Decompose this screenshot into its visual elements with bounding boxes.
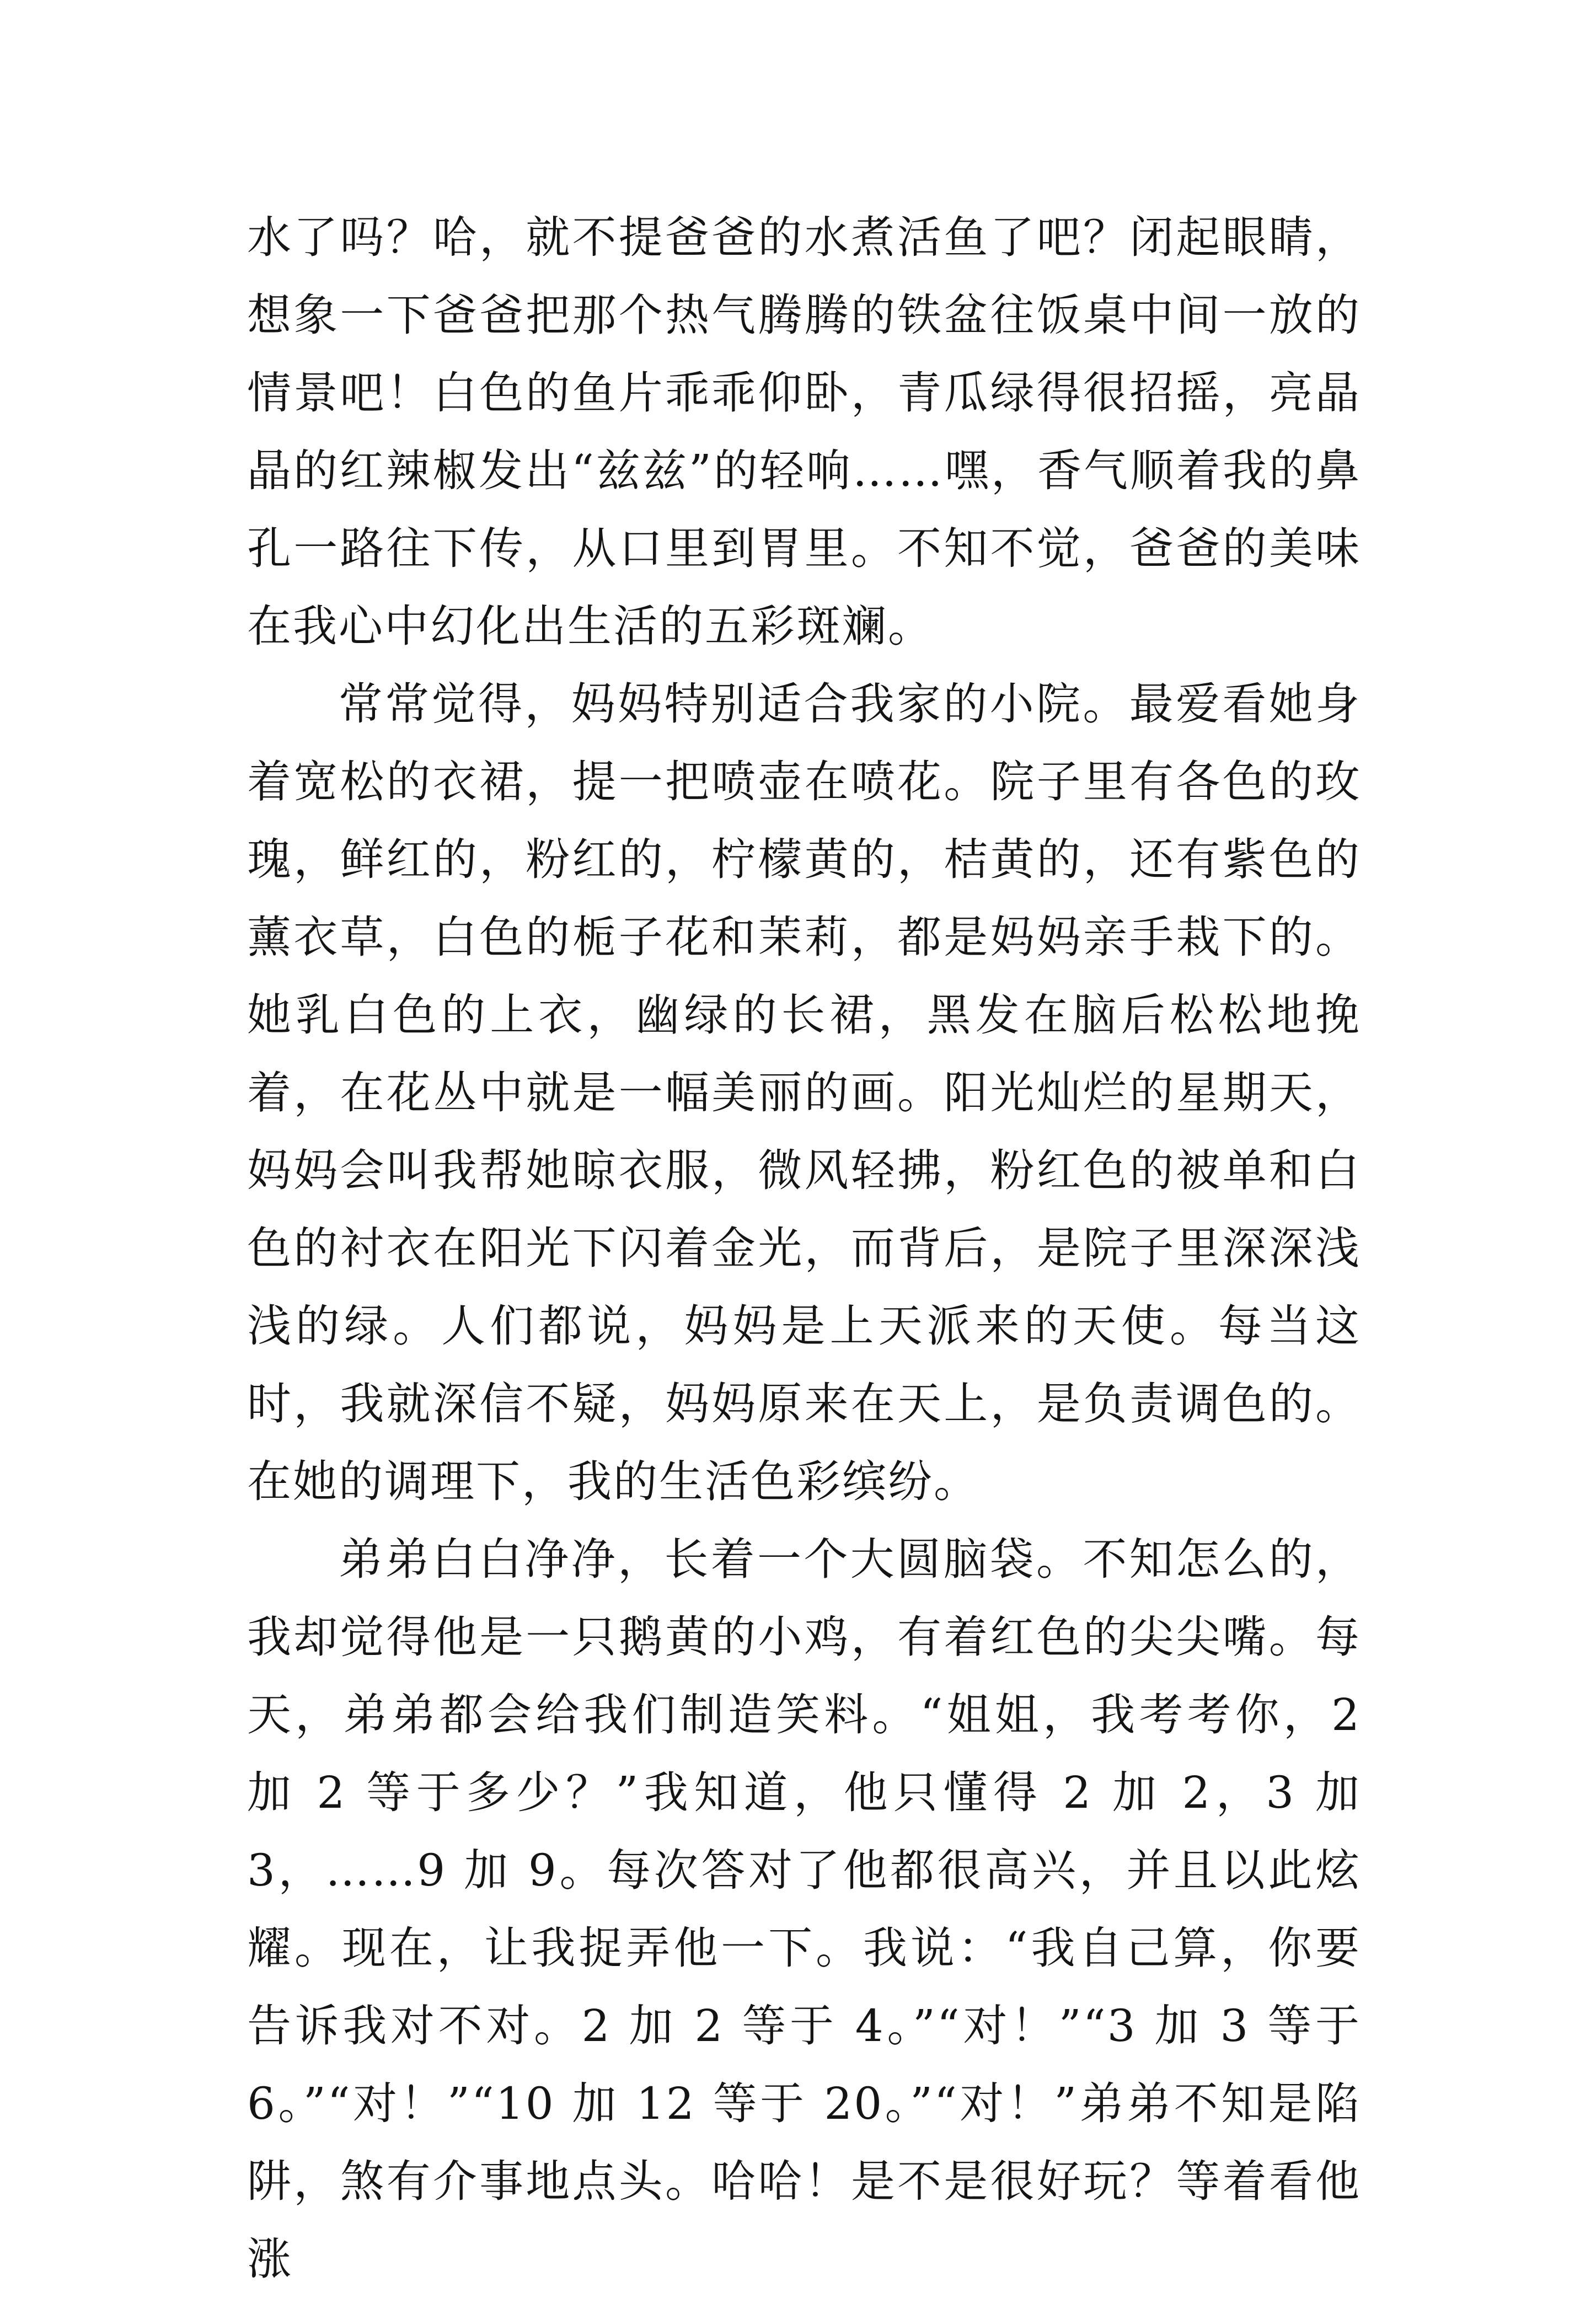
paragraph-3: 弟弟白白净净，长着一个大圆脑袋。不知怎么的，我却觉得他是一只鹅黄的小鸡，有着红色的尖尖嘴。每天，弟弟都会给我们制造笑料。“姐姐，我考考你，2 加 2 等于多少？”我知道，他只懂得 2 加 2，3 加 3，……9 加 9。每次答对了他都很高兴，并且以此炫耀。现在，让我捉弄他一下。我说：“我自己算，你要告诉我对不对。2 加 2 等于 4。”“对！”“3 加 3 等于 6。”“对！”“10 加 12 等于 20。”“对！”弟弟不知是陷阱，煞有介事地点头。哈哈！是不是很好玩？等着看他涨: [247, 1534, 1361, 2285]
paragraph-2: 常常觉得，妈妈特别适合我家的小院。最爱看她身着宽松的衣裙，提一把喷壶在喷花。院子里有各色的玫瑰，鲜红的，粉红的，柠檬黄的，桔黄的，还有紫色的薰衣草，白色的栀子花和茉莉，都是妈妈亲手栽下的。她乳白色的上衣，幽绿的长裙，黑发在脑后松松地挽着，在花丛中就是一幅美丽的画。阳光灿烂的星期天，妈妈会叫我帮她晾衣服，微风轻拂，粉红色的被单和白色的衬衣在阳光下闪着金光，而背后，是院子里深深浅浅的绿。人们都说，妈妈是上天派来的天使。每当这时，我就深信不疑，妈妈原来在天上，是负责调色的。在她的调理下，我的生活色彩缤纷。: [247, 678, 1361, 1507]
paragraph-1: 水了吗？哈，就不提爸爸的水煮活鱼了吧？闭起眼睛，想象一下爸爸把那个热气腾腾的铁盆往饭桌中间一放的情景吧！白色的鱼片乖乖仰卧，青瓜绿得很招摇，亮晶晶的红辣椒发出“兹兹”的轻响……嘿，香气顺着我的鼻孔一路往下传，从口里到胃里。不知不觉，爸爸的美味在我心中幻化出生活的五彩斑斓。: [247, 212, 1361, 652]
essay-body: [247, 199, 1361, 2298]
